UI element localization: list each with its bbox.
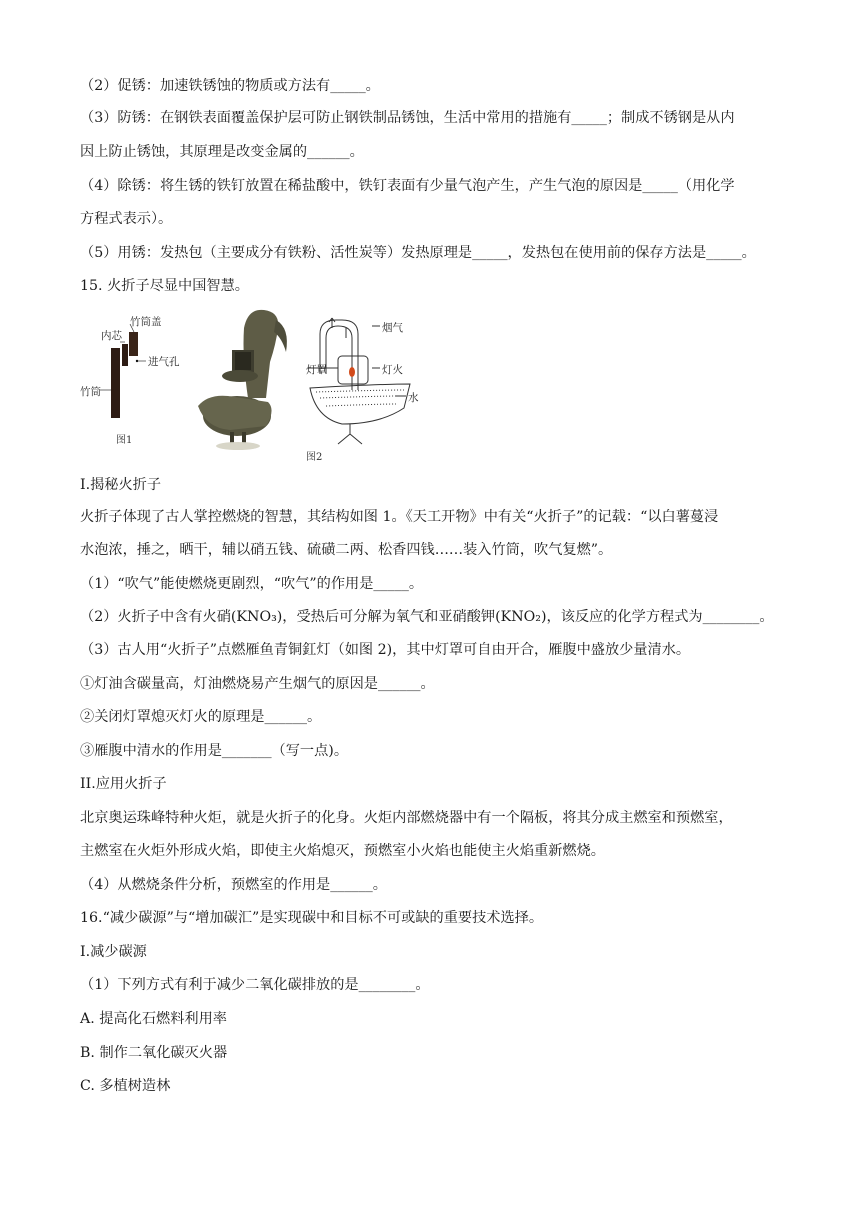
question-15-2: （2）火折子中含有火硝(KNO₃)，受热后可分解为氧气和亚硝酸钾(KNO₂)，该反应的化学方程式为________。 [80,609,774,625]
fig2-label-water: 水 [408,392,419,404]
fig1-label-tube: 竹筒 [80,386,101,398]
question-14-3-line1: （3）防锈：在钢铁表面覆盖保护层可防止钢铁制品锈蚀，生活中常用的措施有_____；制成不锈钢是从内 [80,110,735,126]
fig1-label-core: 内芯 [101,330,122,342]
bamboo-tube-shape [111,348,120,418]
question-15-title: 15. 火折子尽显中国智慧。 [80,278,249,294]
section-ii-heading: II.应用火折子 [80,776,167,792]
option-b: B. 制作二氧化碳灭火器 [80,1045,228,1061]
question-14-4-line1: （4）除锈：将生锈的铁钉放置在稀盐酸中，铁钉表面有少量气泡产生，产生气泡的原因是_____（用化学 [80,178,735,194]
question-15-3-a: ①灯油含碳量高，灯油燃烧易产生烟气的原因是______。 [80,676,435,692]
question-14-4-line2: 方程式表示）。 [80,211,173,227]
fig2-label-shade: 灯罩 [306,364,327,376]
question-15-4: （4）从燃烧条件分析，预燃室的作用是______。 [80,877,387,893]
fig1-label-hole: 进气孔 [148,356,180,368]
option-c: C. 多植树造林 [80,1078,171,1094]
inner-core-shape [122,344,128,366]
fig2-label-smoke: 烟气 [382,322,403,334]
section-i-heading: I.减少碳源 [80,944,147,960]
section-i-heading: I.揭秘火折子 [80,477,162,493]
fig2-label-flame: 灯火 [382,364,403,376]
question-15-1: （1）“吹气”能使燃烧更剧烈，“吹气”的作用是_____。 [80,576,424,592]
figure-area [80,298,440,463]
tube-cap-shape [129,332,138,356]
question-15-3: （3）古人用“火折子”点燃雁鱼青铜釭灯（如图 2)，其中灯罩可自由开合，雁腹中盛放少量清水。 [80,642,691,658]
fig1-caption: 图1 [116,435,133,446]
bronze-lamp-photo [198,310,287,450]
flame-shape [349,367,355,377]
question-16-title: 16.“减少碳源”与“增加碳汇”是实现碳中和目标不可或缺的重要技术选择。 [80,910,544,926]
question-16-1: （1）下列方式有利于减少二氧化碳排放的是________。 [80,977,430,993]
fig2-caption: 图2 [306,452,323,463]
question-14-5: （5）用锈：发热包（主要成分有铁粉、活性炭等）发热原理是_____，发热包在使用前的保存方法是_____。 [80,245,756,261]
paragraph-line: 北京奥运珠峰特种火炬，就是火折子的化身。火炬内部燃烧器中有一个隔板，将其分成主燃室和预燃室， [80,810,733,826]
paragraph-line: 火折子体现了古人掌控燃烧的智慧，其结构如图 1。《天工开物》中有关“火折子”的记载：“以白薯蔓浸 [80,509,719,525]
question-14-2: （2）促锈：加速铁锈蚀的物质或方法有_____。 [80,78,380,94]
fig1-label-cap: 竹筒盖 [130,316,162,328]
question-14-3-line2: 因上防止锈蚀，其原理是改变金属的______。 [80,144,364,160]
question-15-3-b: ②关闭灯罩熄灭灯火的原理是______。 [80,709,322,725]
option-a: A. 提高化石燃料利用率 [80,1011,227,1027]
lamp-diagram [308,318,410,444]
question-15-3-c: ③雁腹中清水的作用是_______（写一点)。 [80,743,349,759]
paragraph-line: 水泡浓，捶之，晒干，辅以硝五钱、硫磺二两、松香四钱……装入竹筒，吹气复燃”。 [80,542,613,558]
paragraph-line: 主燃室在火炬外形成火焰，即使主火焰熄灭，预燃室小火焰也能使主火焰重新燃烧。 [80,843,605,859]
